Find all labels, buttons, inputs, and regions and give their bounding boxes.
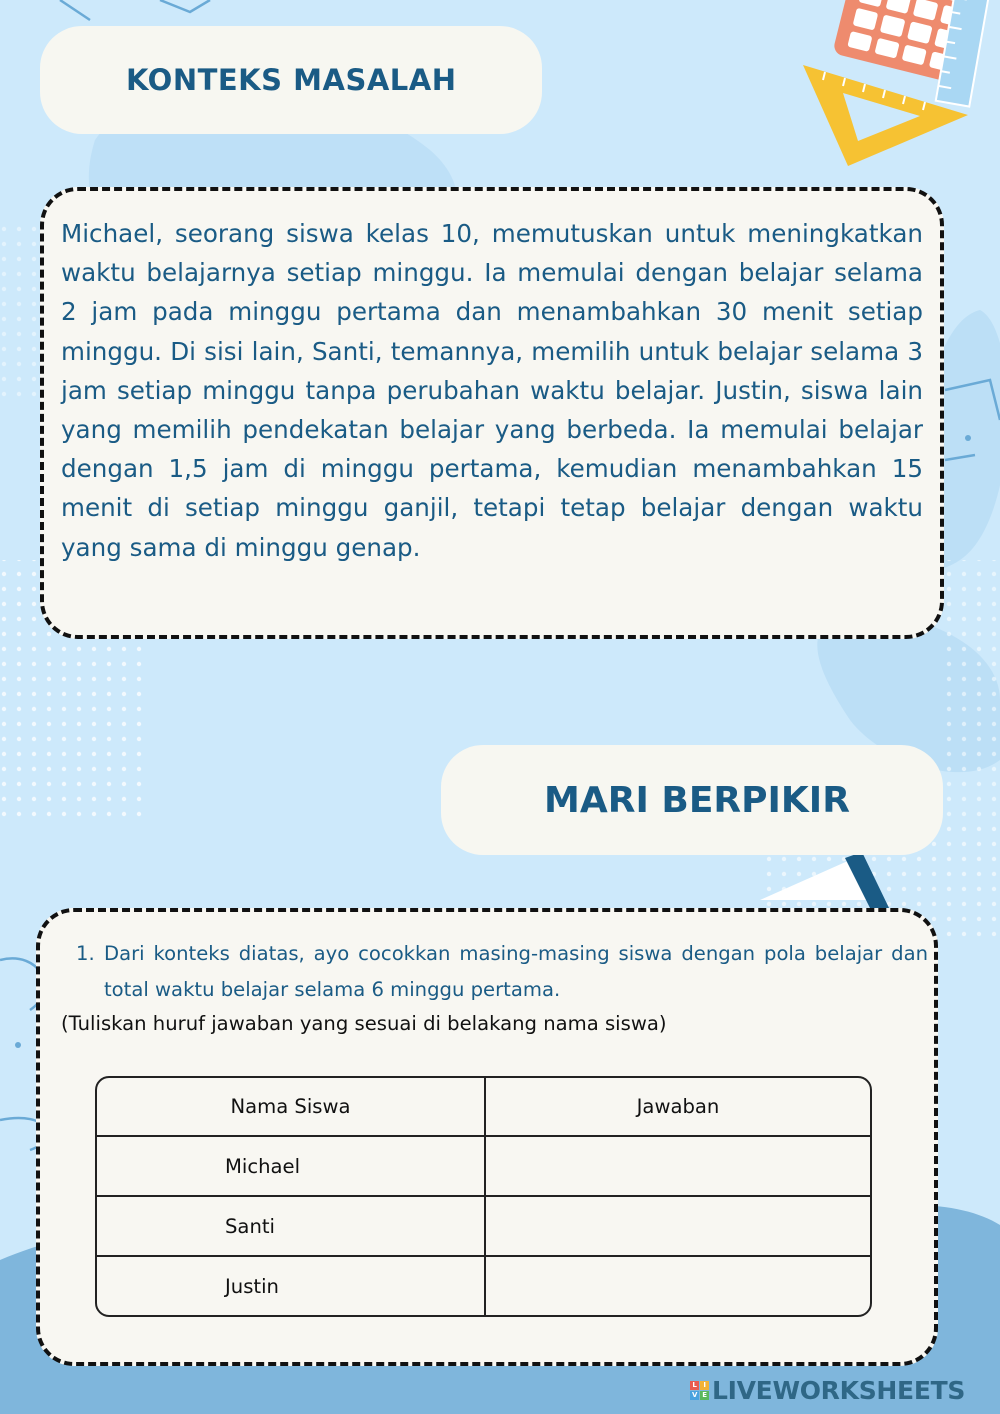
student-name-michael: Michael	[97, 1137, 486, 1197]
context-heading-text: KONTEKS MASALAH	[126, 63, 457, 97]
answer-cell-justin[interactable]	[486, 1257, 870, 1315]
table-row	[97, 1137, 870, 1197]
header-answer: Jawaban	[486, 1078, 870, 1137]
table-row	[97, 1257, 870, 1315]
student-name-justin: Justin	[97, 1257, 486, 1315]
table-row	[97, 1197, 870, 1257]
student-name-santi: Santi	[97, 1197, 486, 1257]
question-instruction: (Tuliskan huruf jawaban yang sesuai di belakang nama siswa)	[61, 1012, 667, 1035]
question-text: Dari konteks diatas, ayo cocokkan masing-masing siswa dengan pola belajar dan total waktu belajar selama 6 minggu pertama.	[104, 942, 928, 1001]
question-number: 1.	[76, 942, 95, 965]
think-heading-text: MARI BERPIKIR	[544, 779, 850, 821]
question-item	[76, 936, 928, 1007]
watermark-text: LIVEWORKSHEETS	[712, 1375, 966, 1405]
header-student-name: Nama Siswa	[97, 1078, 486, 1137]
think-heading	[441, 745, 943, 855]
table-header-row	[97, 1078, 870, 1137]
liveworksheets-watermark	[690, 1373, 965, 1407]
answer-table	[95, 1076, 872, 1317]
answer-cell-santi[interactable]	[486, 1197, 870, 1257]
answer-cell-michael[interactable]	[486, 1137, 870, 1197]
context-heading	[40, 26, 542, 134]
context-paragraph: Michael, seorang siswa kelas 10, memutuskan untuk meningkatkan waktu belajarnya setiap minggu. Ia memulai dengan belajar selama 2 jam pada minggu pertama dan menambahkan 30 menit setiap minggu. Di sisi lain, Santi, temannya, memilih untuk belajar selama 3 jam setiap minggu tanpa perubahan waktu belajar. Justin, siswa lain yang memilih pendekatan belajar yang berbeda. Ia memulai belajar dengan 1,5 jam di minggu pertama, kemudian menambahkan 15 menit di setiap minggu ganjil, tetapi tetap belajar dengan waktu yang sama di minggu genap.	[61, 219, 923, 562]
liveworksheets-logo-icon: L I V E	[690, 1381, 709, 1400]
